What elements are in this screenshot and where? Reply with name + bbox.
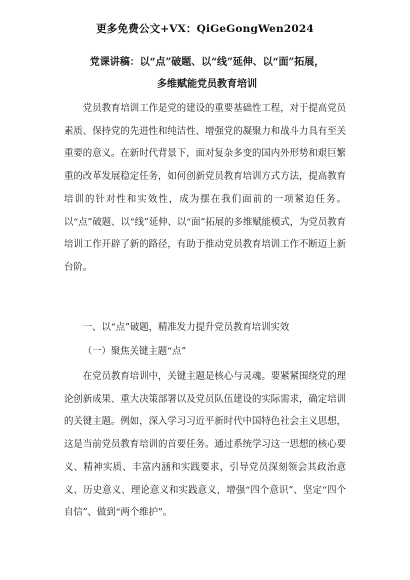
watermark-header: 更多免费公文+VX：QiGeGongWen2024: [96, 23, 314, 35]
subsection-body-block: [64, 366, 346, 525]
subsection-paragraph: 在党员教育培训中，关键主题是核心与灵魂。要紧紧围绕党的理论创新成果、重大决策部署以及党员队伍建设的实际需求，确定培训的关键主题。例如，深入学习习近平新时代中国特色社会主义思想，这是当前党员教育培训的首要任务。通过系统学习这一思想的核心要义、精神实质、丰富内涵和实践要求，引导党员深刻领会其政治意义、历史意义、理论意义和实践意义，增强“四个意识”、坚定“四个自信”、做到“两个维护”。: [64, 371, 346, 519]
document-title-line-1: 党课讲稿：以“点”破题、以“线”延伸、以“面”拓展，: [89, 57, 325, 68]
intro-paragraph: 党员教育培训工作是党的建设的重要基础性工程，对于提高党员素质、保持党的先进性和纯洁性、增强党的凝聚力和战斗力具有至关重要的意义。在新时代背景下，面对复杂多变的国内外形势和艰巨繁重的改革发展稳定任务，如何创新党员教育培训方式方法，提高教育培训的针对性和实效性，成为摆在我们面前的一项紧迫任务。以“点”破题、以“线”延伸、以“面”拓展的多维赋能模式，为党员教育培训工作开辟了新的路径，有助于推动党员教育培训工作不断迈上新台阶。: [64, 103, 346, 273]
intro-paragraph-block: [64, 98, 346, 280]
section-heading: 一、以“点”破题，精准发力提升党员教育培训实效: [82, 322, 290, 333]
subsection-heading: （一）聚焦关键主题“点”: [82, 346, 187, 357]
document-title-line-2: 多维赋能党员教育培训: [157, 79, 257, 90]
